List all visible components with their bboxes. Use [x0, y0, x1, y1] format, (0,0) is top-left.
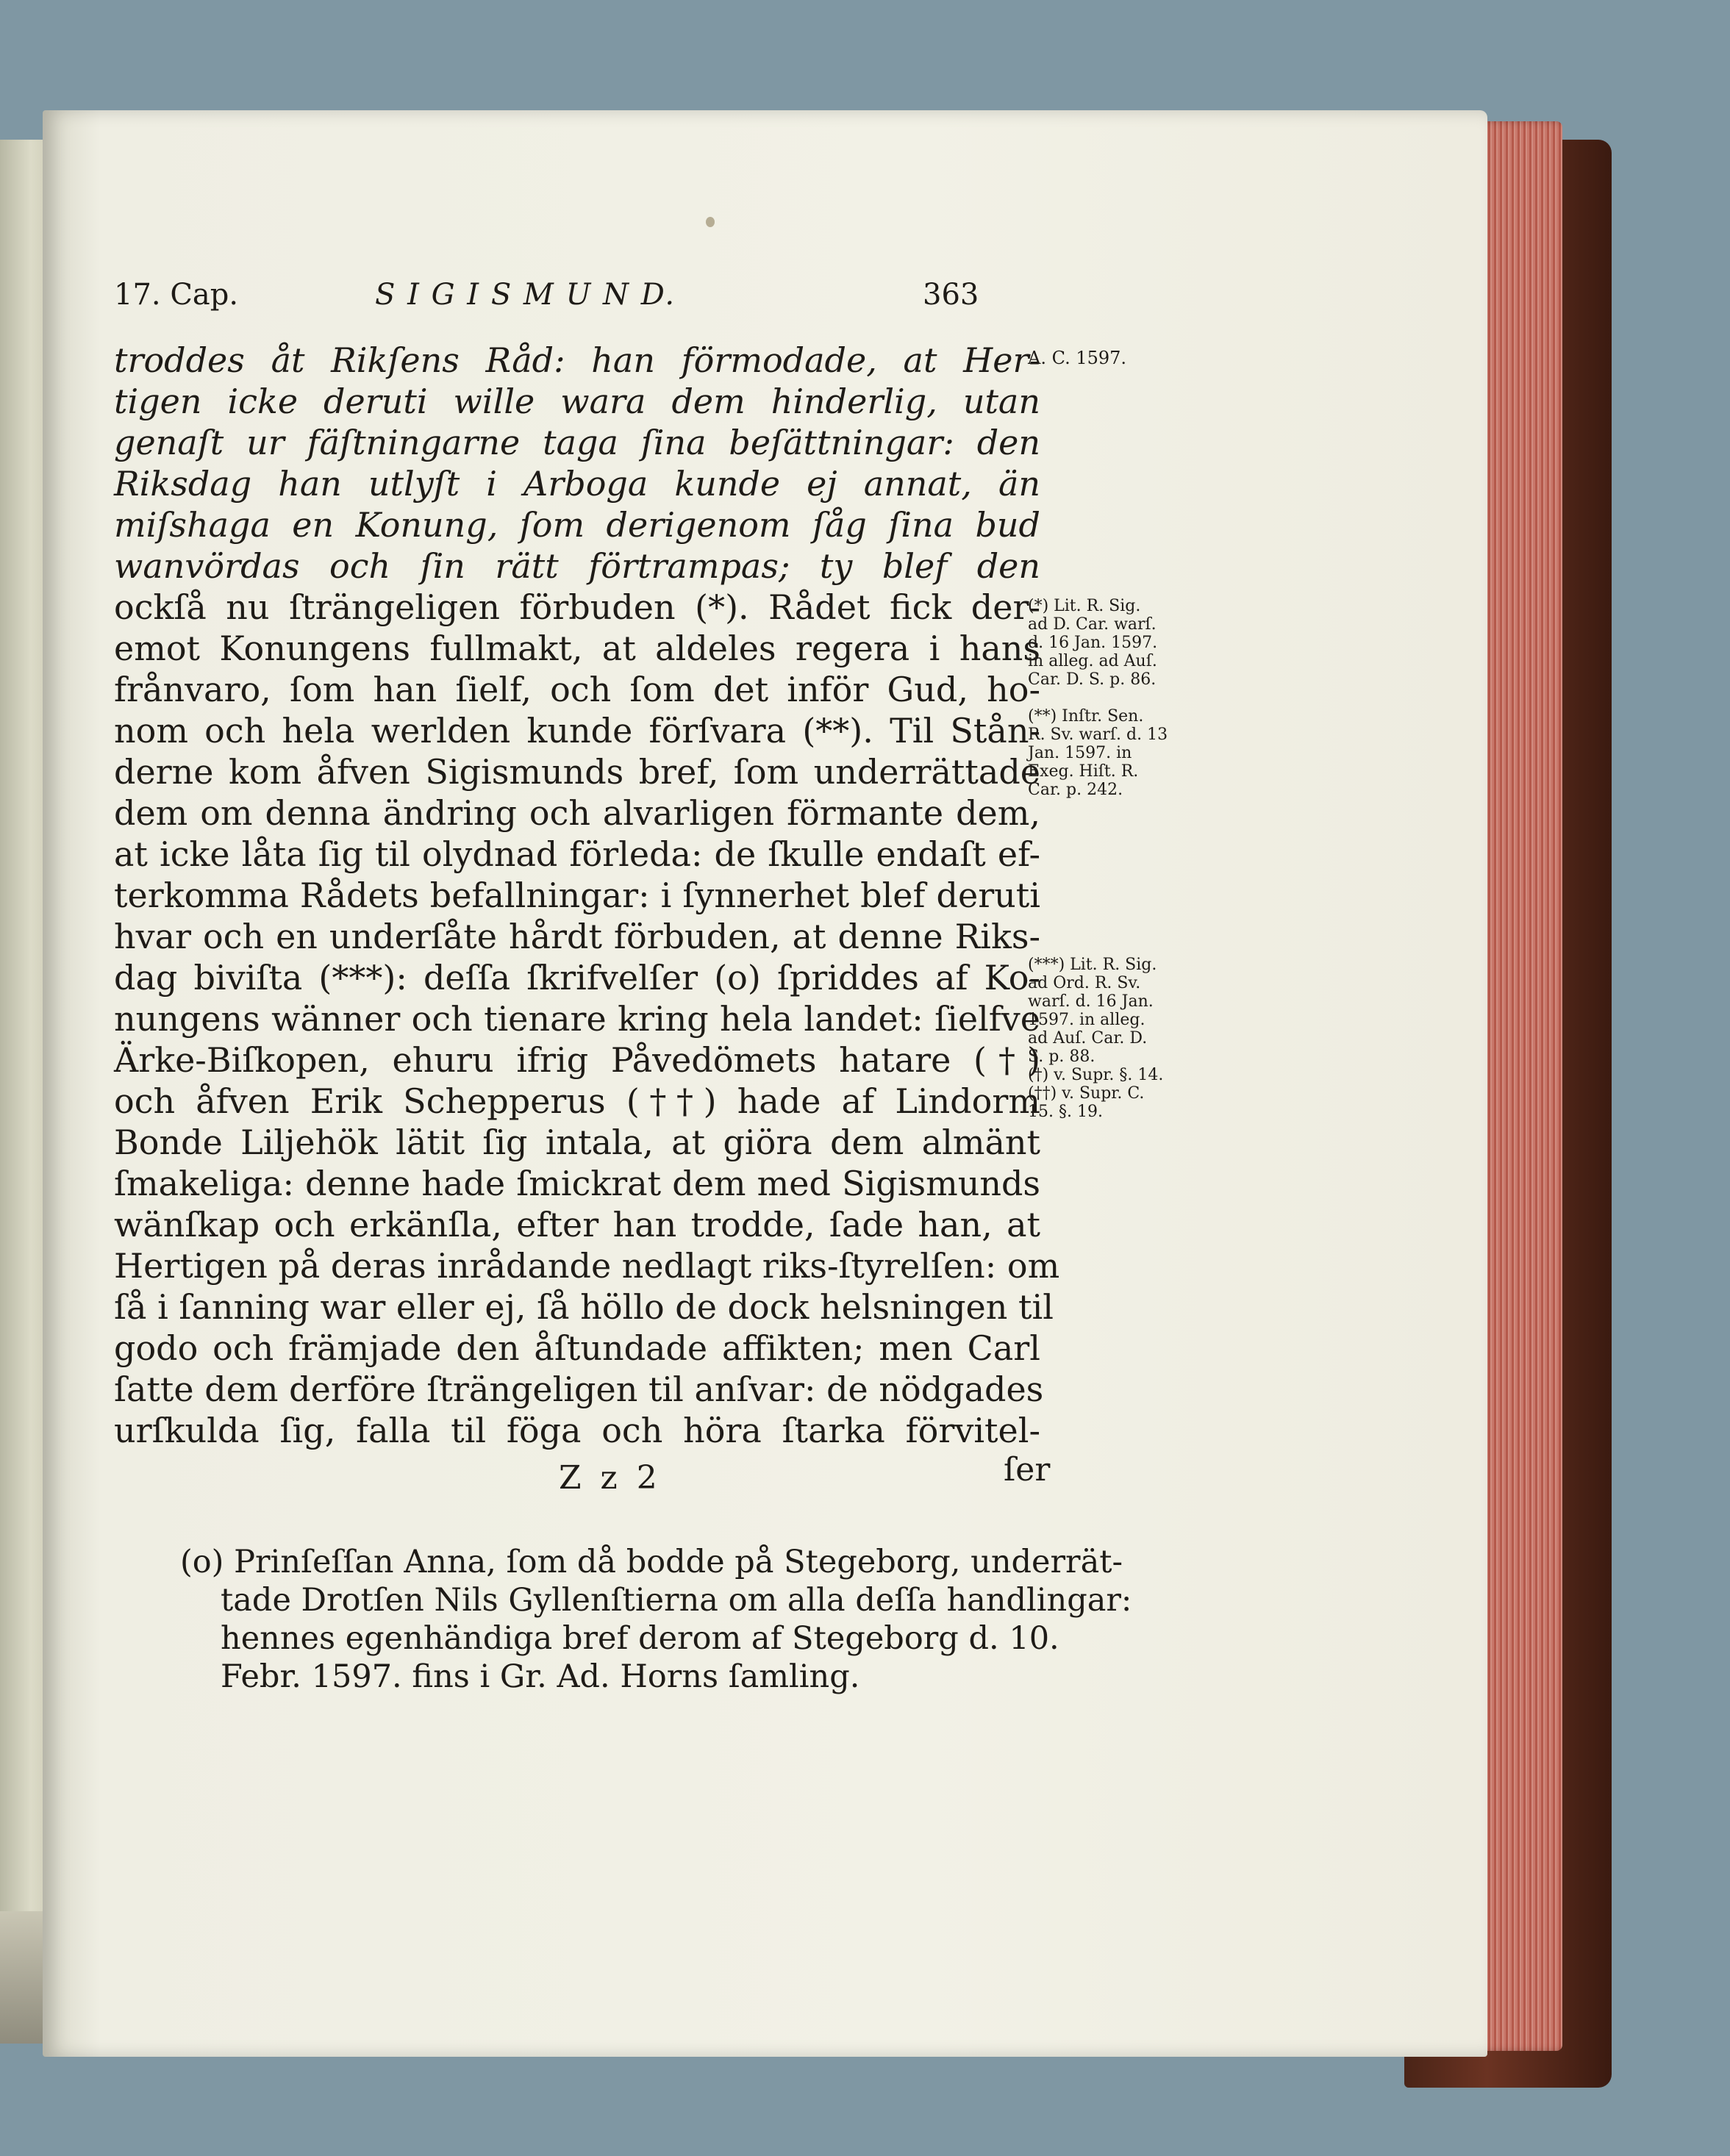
body-line: dag biviſta (***): deſſa ſkrifvelſer (o) ſpriddes af Ko-: [114, 958, 1040, 998]
catchword: ſer: [1004, 1451, 1051, 1489]
body-line: frånvaro, ſom han ſielf, och ſom det inför Gud, ho-: [114, 670, 1040, 709]
margin-note-line: (**) Inſtr. Sen.: [1028, 707, 1144, 726]
body-line: tigen icke deruti wille wara dem hinderlig, utan: [114, 382, 1040, 421]
body-line: ockſå nu ſträngeligen förbuden (*). Rådet fick der-: [114, 587, 1040, 627]
chapter-label: 17. Cap.: [114, 278, 239, 312]
body-line: hvar och en underſåte hårdt förbuden, at denne Riks-: [114, 917, 1040, 956]
margin-note-line: Exeg. Hiſt. R.: [1028, 762, 1139, 781]
margin-note-line: (†) v. Supr. §. 14.: [1028, 1066, 1164, 1084]
running-title: S I G I S M U N D.: [375, 278, 676, 312]
margin-year: A. C. 1597.: [1028, 348, 1127, 368]
body-line: ſatte dem derföre ſträngeligen til anſvar: de nödgades: [114, 1369, 1044, 1409]
body-line: Riksdag han utlyſt i Arboga kunde ej annat, än: [114, 464, 1040, 504]
margin-note-line: (***) Lit. R. Sig.: [1028, 956, 1157, 974]
body-line: at icke låta ſig til olydnad förleda: de ſkulle endaſt ef-: [114, 834, 1040, 874]
body-line: wänſkap och erkänſla, efter han trodde, ſade han, at: [114, 1205, 1040, 1244]
footnote-line: Febr. 1597. fins i Gr. Ad. Horns ſamling.: [221, 1658, 860, 1695]
margin-note-line: ad Ord. R. Sv.: [1028, 974, 1141, 992]
body-line: wanvördas och ſin rätt förtrampas; ty blef den: [114, 546, 1040, 586]
body-line: urſkulda ſig, falla til föga och höra ſtarka förvitel-: [114, 1411, 1040, 1450]
body-line: Ärke-Biſkopen, ehuru ifrig Påvedömets hatare (†): [114, 1040, 1040, 1080]
body-line: ſmakeliga: denne hade ſmickrat dem med Sigismunds: [114, 1164, 1040, 1203]
signature-mark: Z z 2: [559, 1459, 662, 1497]
body-line: derne kom åfven Sigismunds bref, ſom underrättade: [114, 752, 1040, 792]
paper-spot: [706, 217, 715, 227]
footnote-line: (o) Prinſeſſan Anna, ſom då bodde på Stegeborg, underrät-: [180, 1544, 1123, 1580]
margin-note-line: Car. p. 242.: [1028, 781, 1123, 799]
margin-note-line: R. Sv. warſ. d. 13: [1028, 726, 1168, 744]
footnote-line: tade Drotſen Nils Gyllenſtierna om alla deſſa handlingar:: [221, 1582, 1132, 1619]
margin-note-line: ad Auſ. Car. D.: [1028, 1029, 1148, 1047]
body-line: nom och hela werlden kunde förſvara (**). Til Stån-: [114, 711, 1040, 751]
body-line: nungens wänner och tienare kring hela landet: ſielfve: [114, 999, 1040, 1039]
margin-note-line: ad D. Car. warſ.: [1028, 615, 1157, 634]
margin-note-line: S. p. 88.: [1028, 1047, 1095, 1066]
margin-note-line: Jan. 1597. in: [1028, 744, 1132, 762]
page-number: 363: [923, 278, 979, 312]
body-line: genaſt ur fäſtningarne taga ſina beſättningar: den: [114, 423, 1040, 462]
margin-note-line: warſ. d. 16 Jan.: [1028, 992, 1154, 1011]
body-line: terkomma Rådets befallningar: i ſynnerhet blef deruti: [114, 875, 1040, 915]
margin-note-line: in alleg. ad Auſ.: [1028, 652, 1157, 670]
page-edges: [1474, 121, 1562, 2051]
body-line: dem om denna ändring och alvarligen förmante dem,: [114, 793, 1040, 833]
body-line: Hertigen på deras inrådande nedlagt riks-ſtyrelſen: om: [114, 1246, 1060, 1286]
body-line: ſå i ſanning war eller ej, ſå höllo de dock helsningen til: [114, 1287, 1054, 1327]
body-line: godo och främjade den åſtundade affikten; men Carl: [114, 1328, 1040, 1368]
body-line: och åfven Erik Schepperus (††) hade af Lindorm: [114, 1081, 1040, 1121]
margin-note-line: Car. D. S. p. 86.: [1028, 670, 1157, 689]
margin-note-line: (*) Lit. R. Sig.: [1028, 597, 1141, 615]
footnote-line: hennes egenhändiga bref derom af Stegeborg d. 10.: [221, 1620, 1059, 1657]
margin-note-line: 15. §. 19.: [1028, 1103, 1103, 1121]
body-line: miſshaga en Konung, ſom derigenom ſåg ſina bud: [114, 505, 1040, 545]
body-line: emot Konungens fullmakt, at aldeles regera i hans: [114, 628, 1040, 668]
body-line: troddes åt Rikſens Råd: han förmodade, at Her-: [114, 340, 1040, 380]
margin-note-line: (††) v. Supr. C.: [1028, 1084, 1145, 1103]
margin-note-line: 1597. in alleg.: [1028, 1011, 1145, 1029]
margin-note-line: d. 16 Jan. 1597.: [1028, 634, 1158, 652]
body-line: Bonde Liljehök lätit ſig intala, at giöra dem almänt: [114, 1122, 1040, 1162]
